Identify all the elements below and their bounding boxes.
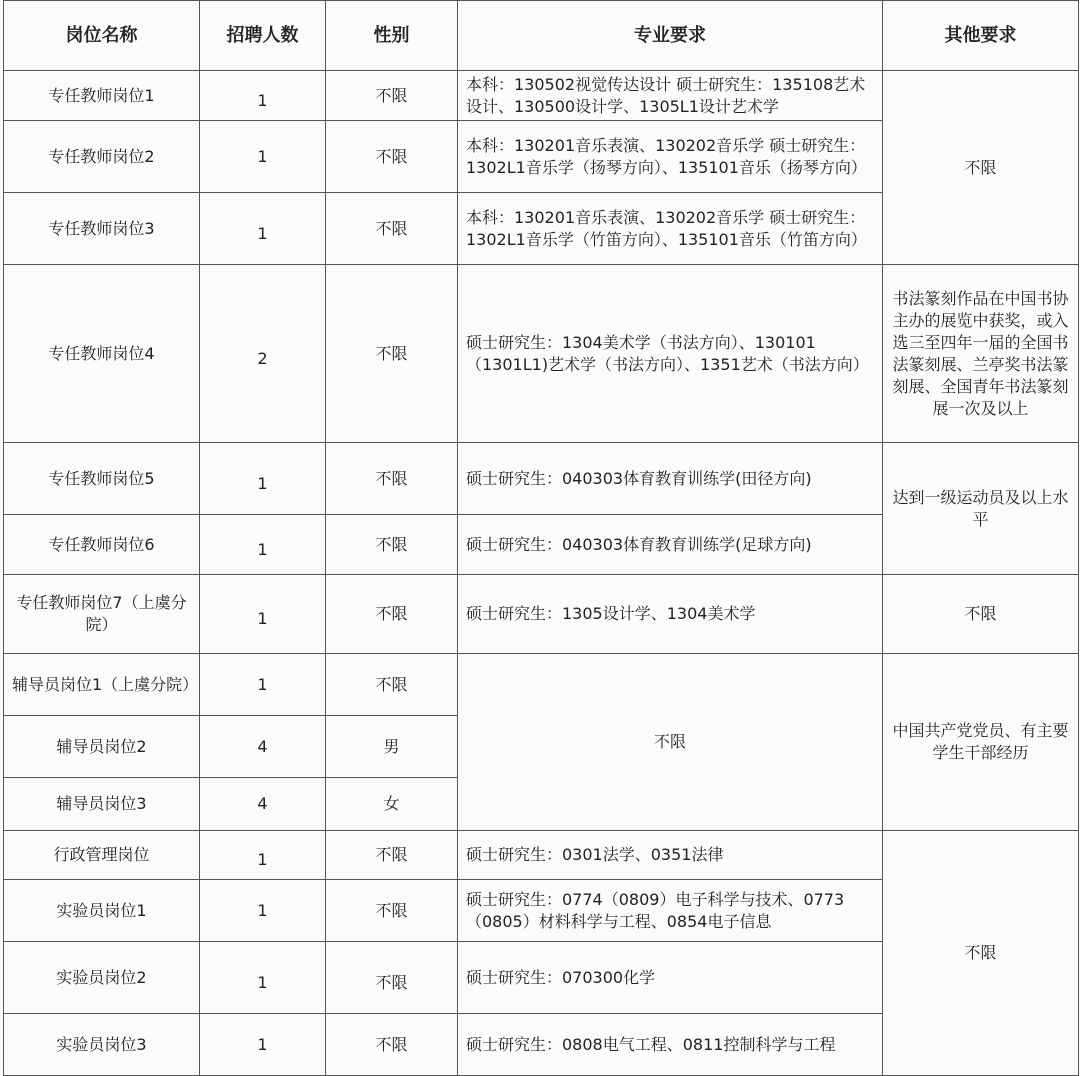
recruitment-table [3,0,1079,1076]
position-name: 辅导员岗位3 [4,778,200,831]
major-requirement: 硕士研究生：0808电气工程、0811控制科学与工程 [458,1014,883,1076]
major-requirement: 硕士研究生：0774（0809）电子科学与技术、0773（0805）材料科学与工程、0854电子信息 [458,880,883,942]
table-row [4,443,1079,515]
position-name: 辅导员岗位2 [4,716,200,778]
headcount: 1 [200,575,326,654]
headcount: 1 [200,942,326,1014]
major-requirement: 本科：130201音乐表演、130202音乐学 硕士研究生：1302L1音乐学（扬琴方向）、135101音乐（扬琴方向） [458,121,883,193]
gender: 不限 [326,265,458,443]
major-requirement: 硕士研究生：0301法学、0351法律 [458,831,883,880]
other-requirement: 不限 [883,575,1079,654]
gender: 不限 [326,71,458,121]
table-row [4,71,1079,121]
table-row [4,831,1079,880]
table-header-row [4,1,1079,71]
headcount: 1 [200,654,326,716]
gender: 不限 [326,443,458,515]
gender: 不限 [326,880,458,942]
position-name: 专任教师岗位1 [4,71,200,121]
major-requirement: 硕士研究生：1304美术学（书法方向）、130101（1301L1)艺术学（书法方向）、1351艺术（书法方向） [458,265,883,443]
position-name: 专任教师岗位2 [4,121,200,193]
gender: 女 [326,778,458,831]
other-requirement: 书法篆刻作品在中国书协主办的展览中获奖，或入选三至四年一届的全国书法篆刻展、兰亭奖书法篆刻展、全国青年书法篆刻展一次及以上 [883,265,1079,443]
position-name: 专任教师岗位7（上虞分院） [4,575,200,654]
table-row [4,265,1079,443]
headcount: 1 [200,515,326,575]
headcount: 1 [200,193,326,265]
position-name: 专任教师岗位5 [4,443,200,515]
other-requirement: 不限 [883,831,1079,1076]
major-requirement: 硕士研究生：070300化学 [458,942,883,1014]
position-name: 实验员岗位2 [4,942,200,1014]
other-requirement: 达到一级运动员及以上水平 [883,443,1079,575]
headcount: 2 [200,265,326,443]
gender: 不限 [326,831,458,880]
header-gender: 性别 [326,1,458,71]
major-requirement: 硕士研究生：040303体育教育训练学(田径方向) [458,443,883,515]
position-name: 辅导员岗位1（上虞分院） [4,654,200,716]
major-requirement: 本科：130502视觉传达设计 硕士研究生：135108艺术设计、130500设计学、1305L1设计艺术学 [458,71,883,121]
major-requirement: 不限 [458,654,883,831]
header-position-name: 岗位名称 [4,1,200,71]
headcount: 1 [200,1014,326,1076]
headcount: 4 [200,778,326,831]
other-requirement: 中国共产党党员、有主要学生干部经历 [883,654,1079,831]
position-name: 实验员岗位3 [4,1014,200,1076]
major-requirement: 硕士研究生：1305设计学、1304美术学 [458,575,883,654]
gender: 不限 [326,942,458,1014]
gender: 不限 [326,121,458,193]
headcount: 1 [200,831,326,880]
header-other-requirement: 其他要求 [883,1,1079,71]
position-name: 专任教师岗位6 [4,515,200,575]
headcount: 1 [200,71,326,121]
gender: 男 [326,716,458,778]
headcount: 1 [200,121,326,193]
major-requirement: 硕士研究生：040303体育教育训练学(足球方向) [458,515,883,575]
gender: 不限 [326,654,458,716]
header-major-requirement: 专业要求 [458,1,883,71]
gender: 不限 [326,193,458,265]
gender: 不限 [326,575,458,654]
headcount: 4 [200,716,326,778]
headcount: 1 [200,443,326,515]
position-name: 专任教师岗位4 [4,265,200,443]
major-requirement: 本科：130201音乐表演、130202音乐学 硕士研究生：1302L1音乐学（竹笛方向）、135101音乐（竹笛方向） [458,193,883,265]
gender: 不限 [326,1014,458,1076]
gender: 不限 [326,515,458,575]
position-name: 专任教师岗位3 [4,193,200,265]
other-requirement: 不限 [883,71,1079,265]
table-row [4,654,1079,716]
table-row [4,575,1079,654]
position-name: 行政管理岗位 [4,831,200,880]
headcount: 1 [200,880,326,942]
header-headcount: 招聘人数 [200,1,326,71]
position-name: 实验员岗位1 [4,880,200,942]
